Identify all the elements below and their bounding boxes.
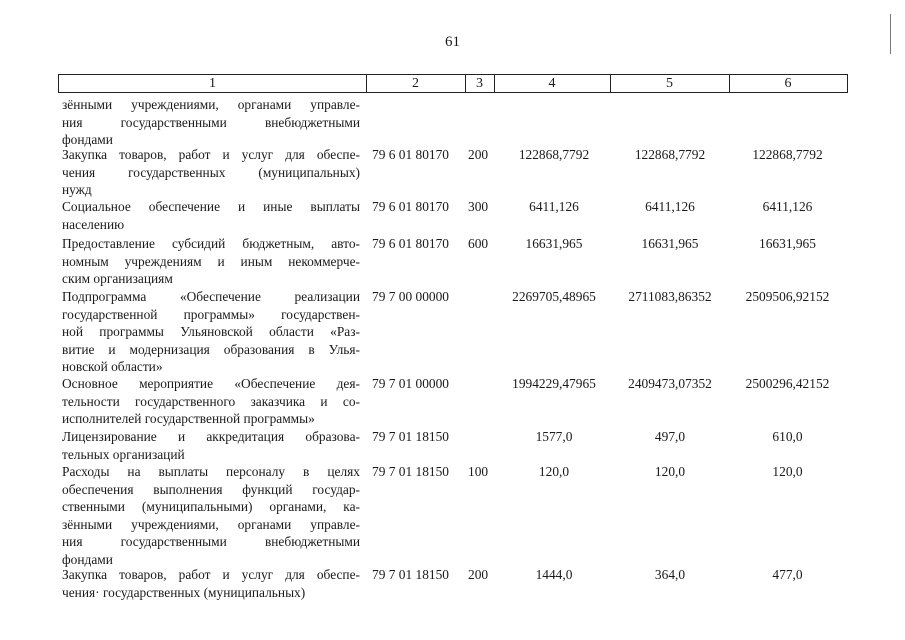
row-code: 79 7 01 00000 [372, 376, 449, 391]
description-line: фондами [62, 551, 113, 567]
description-line: ния государственными внебюджетными [62, 114, 360, 130]
description-line: ственными (муниципальными) органами, ка- [62, 499, 360, 514]
row-value-2: 6411,126 [645, 199, 695, 214]
row-value-3: 2500296,42152 [745, 376, 830, 391]
row-description [62, 198, 360, 233]
description-line: тельных организаций [62, 446, 185, 462]
row-description [62, 463, 360, 568]
row-type: 200 [468, 147, 489, 162]
row-description [62, 96, 360, 149]
row-value-1: 16631,965 [525, 236, 583, 251]
row-description [62, 375, 360, 428]
row-type: 300 [468, 199, 489, 214]
description-line: номным учреждениям и иным некоммерче- [62, 253, 360, 269]
row-value-1: 1577,0 [535, 429, 573, 444]
row-code: 79 7 01 18150 [372, 429, 449, 444]
row-description [62, 146, 360, 199]
row-value-1: 2269705,48965 [512, 289, 596, 304]
row-description [62, 428, 360, 463]
description-line: Социальное обеспечение и иные выплаты [62, 199, 360, 214]
description-line: тельности государственного заказчика и со- [62, 393, 360, 409]
description-line: Закупка товаров, работ и услуг для обеспе- [62, 567, 360, 582]
row-value-1: 122868,7792 [518, 147, 590, 162]
description-line: Предоставление субсидий бюджетным, авто- [62, 236, 360, 251]
row-value-2: 122868,7792 [634, 147, 706, 162]
margin-rule [890, 14, 891, 54]
row-type: 100 [468, 464, 489, 479]
row-value-3: 6411,126 [762, 199, 813, 214]
description-line: исполнителей государственной программы» [62, 411, 315, 426]
row-code: 79 7 00 00000 [372, 289, 449, 304]
row-code: 79 6 01 80170 [372, 236, 449, 251]
row-type: 200 [468, 567, 489, 582]
description-line: обеспечения выполнения функций государ- [62, 481, 360, 497]
page-number: 61 [445, 34, 460, 50]
description-line: нужд [62, 182, 92, 197]
description-line: Закупка товаров, работ и услуг для обеспе- [62, 147, 360, 162]
description-line: Расходы на выплаты персоналу в целях [62, 464, 360, 479]
header-col-5: 5 [610, 74, 730, 93]
row-code: 79 7 01 18150 [372, 567, 449, 582]
row-type: 600 [468, 236, 489, 251]
description-line: ским организациям [62, 271, 173, 286]
description-line: государственной программы» государствен- [62, 306, 360, 322]
row-value-1: 6411,126 [529, 199, 579, 214]
row-value-3: 477,0 [772, 567, 803, 582]
row-value-3: 120,0 [772, 464, 803, 479]
header-col-2: 2 [366, 74, 466, 93]
description-line: зёнными учреждениями, органами управле- [62, 516, 360, 532]
row-code: 79 6 01 80170 [372, 147, 449, 162]
description-line: Основное мероприятие «Обеспечение дея- [62, 376, 360, 391]
description-line: ния государственными внебюджетными [62, 534, 360, 549]
row-value-2: 2711083,86352 [628, 289, 712, 304]
row-value-1: 1444,0 [535, 567, 573, 582]
description-line: витие и модернизация образования в Улья- [62, 341, 360, 357]
row-code: 79 6 01 80170 [372, 199, 449, 214]
row-description [62, 566, 360, 601]
row-value-3: 122868,7792 [752, 147, 823, 162]
row-code: 79 7 01 18150 [372, 464, 449, 479]
row-value-3: 610,0 [772, 429, 803, 444]
description-line: населению [62, 216, 125, 232]
row-value-2: 2409473,07352 [628, 376, 712, 391]
description-line: новской области» [62, 359, 163, 374]
header-col-3: 3 [465, 74, 495, 93]
description-line: фондами [62, 132, 113, 147]
header-col-4: 4 [494, 74, 611, 93]
header-col-1: 1 [58, 74, 367, 93]
description-line: зёнными учреждениями, органами управле- [62, 97, 360, 112]
description-line: чения государственных (муниципальных) [62, 164, 360, 180]
row-value-3: 16631,965 [759, 236, 816, 251]
row-value-2: 16631,965 [641, 236, 699, 251]
row-value-1: 120,0 [538, 464, 570, 479]
row-value-2: 364,0 [654, 567, 686, 582]
description-line: ной программы Ульяновской области «Раз- [62, 324, 360, 339]
row-description [62, 288, 360, 376]
description-line: чения· государственных (муниципальных) [62, 584, 306, 600]
row-value-2: 120,0 [654, 464, 686, 479]
description-line: Подпрограмма «Обеспечение реализации [62, 289, 360, 304]
description-line: Лицензирование и аккредитация образова- [62, 429, 360, 444]
row-value-2: 497,0 [654, 429, 686, 444]
row-value-3: 2509506,92152 [745, 289, 830, 304]
row-description [62, 235, 360, 288]
row-value-1: 1994229,47965 [512, 376, 596, 391]
header-col-6: 6 [729, 74, 848, 93]
